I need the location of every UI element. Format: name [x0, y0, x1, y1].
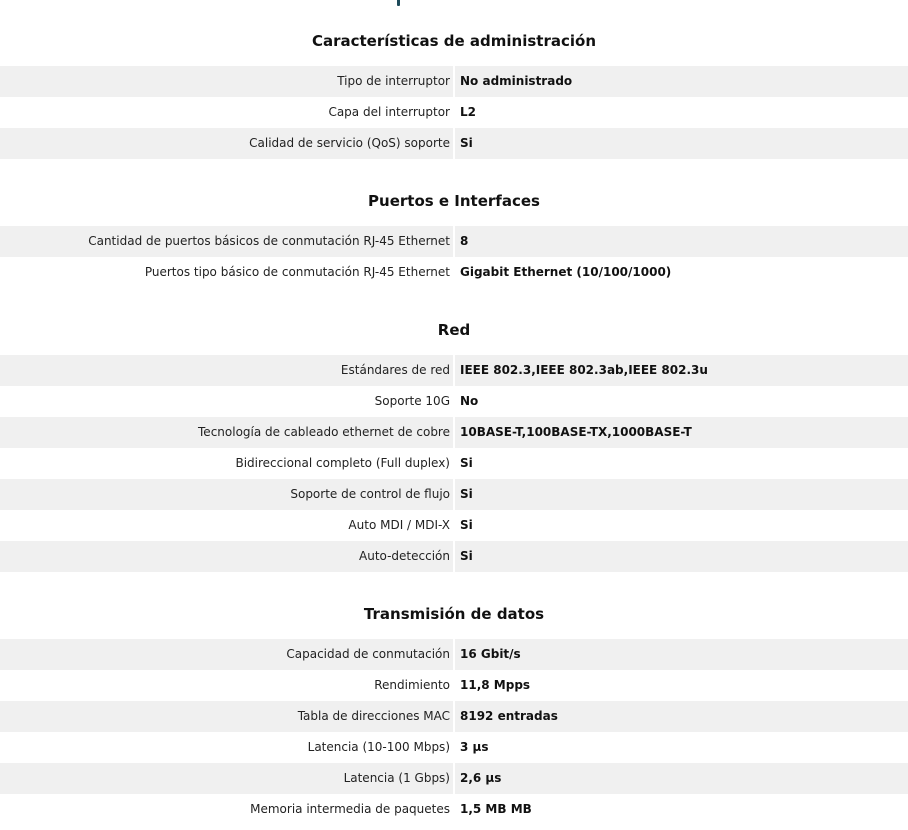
spec-row	[0, 479, 908, 510]
spec-section	[0, 288, 908, 572]
spec-value: IEEE 802.3,IEEE 802.3ab,IEEE 802.3u	[460, 363, 708, 377]
spec-row	[0, 448, 908, 479]
spec-label: Puertos tipo básico de conmutación RJ-45 Ethernet	[144, 265, 450, 279]
column-divider	[453, 386, 455, 417]
spec-row	[0, 639, 908, 670]
spec-value: No	[460, 394, 479, 408]
column-divider	[453, 479, 455, 510]
spec-row	[0, 541, 908, 572]
spec-section	[0, 159, 908, 288]
column-divider	[453, 257, 455, 288]
spec-row	[0, 355, 908, 386]
spec-row	[0, 128, 908, 159]
column-divider	[453, 226, 455, 257]
spec-value: 8	[460, 234, 469, 248]
spec-label: Tecnología de cableado ethernet de cobre	[0, 417, 450, 448]
spec-label: Tabla de direcciones MAC	[0, 701, 450, 732]
spec-label: Rendimiento	[374, 678, 450, 692]
column-divider	[453, 66, 455, 97]
section-title: Red	[437, 321, 471, 339]
column-divider	[453, 355, 455, 386]
spec-value: Si	[460, 136, 473, 150]
spec-row	[0, 257, 908, 288]
spec-value: Si	[460, 518, 473, 532]
spec-value: 2,6 µs	[460, 771, 502, 785]
spec-value: L2	[460, 105, 476, 119]
spec-value: Si	[460, 456, 473, 470]
spec-value: 1,5 MB MB	[460, 802, 532, 816]
spec-value: Si	[460, 487, 473, 501]
spec-label: Capa del interruptor	[328, 105, 450, 119]
section-title: Puertos e Interfaces	[368, 192, 540, 210]
spec-value: 11,8 Mpps	[460, 678, 531, 692]
spec-row	[0, 763, 908, 794]
spec-label: Auto-detección	[0, 541, 450, 572]
spec-row	[0, 386, 908, 417]
column-divider	[453, 97, 455, 128]
spec-row	[0, 66, 908, 97]
spec-label: Calidad de servicio (QoS) soporte	[0, 128, 450, 159]
spec-row	[0, 97, 908, 128]
spec-table	[0, 639, 908, 825]
spec-label: Cantidad de puertos básicos de conmutación RJ-45 Ethernet	[0, 226, 450, 257]
spec-value: 8192 entradas	[460, 709, 558, 723]
spec-table	[0, 355, 908, 572]
column-divider	[453, 670, 455, 701]
spec-label: Latencia (10-100 Mbps)	[307, 740, 450, 754]
spec-value: No administrado	[460, 74, 573, 88]
column-divider	[453, 128, 455, 159]
spec-value: Gigabit Ethernet (10/100/1000)	[460, 265, 672, 279]
column-divider	[453, 541, 455, 572]
column-divider	[453, 510, 455, 541]
column-divider	[453, 448, 455, 479]
spec-label: Bidireccional completo (Full duplex)	[235, 456, 450, 470]
spec-table	[0, 226, 908, 288]
spec-label: Estándares de red	[0, 355, 450, 386]
column-divider	[453, 639, 455, 670]
spec-section	[0, 572, 908, 825]
spec-value: 16 Gbit/s	[460, 647, 521, 661]
spec-label: Soporte 10G	[374, 394, 450, 408]
spec-row	[0, 417, 908, 448]
spec-row	[0, 732, 908, 763]
spec-label: Capacidad de conmutación	[0, 639, 450, 670]
spec-label: Memoria intermedia de paquetes	[250, 802, 450, 816]
spec-label: Soporte de control de flujo	[0, 479, 450, 510]
spec-value: Si	[460, 549, 473, 563]
spec-row	[0, 794, 908, 825]
spec-section	[0, 0, 908, 159]
column-divider	[453, 794, 455, 825]
spec-label: Auto MDI / MDI-X	[348, 518, 450, 532]
spec-value: 10BASE-T,100BASE-TX,1000BASE-T	[460, 425, 692, 439]
section-title: Características de administración	[311, 32, 597, 50]
spec-row	[0, 701, 908, 732]
column-divider	[453, 417, 455, 448]
spec-row	[0, 510, 908, 541]
spec-table	[0, 66, 908, 159]
column-divider	[453, 732, 455, 763]
column-divider	[453, 701, 455, 732]
spec-row	[0, 226, 908, 257]
spec-label: Tipo de interruptor	[0, 66, 450, 97]
spec-value: 3 µs	[460, 740, 489, 754]
section-title: Transmisión de datos	[363, 605, 545, 623]
spec-row	[0, 670, 908, 701]
column-divider	[453, 763, 455, 794]
spec-label: Latencia (1 Gbps)	[0, 763, 450, 794]
